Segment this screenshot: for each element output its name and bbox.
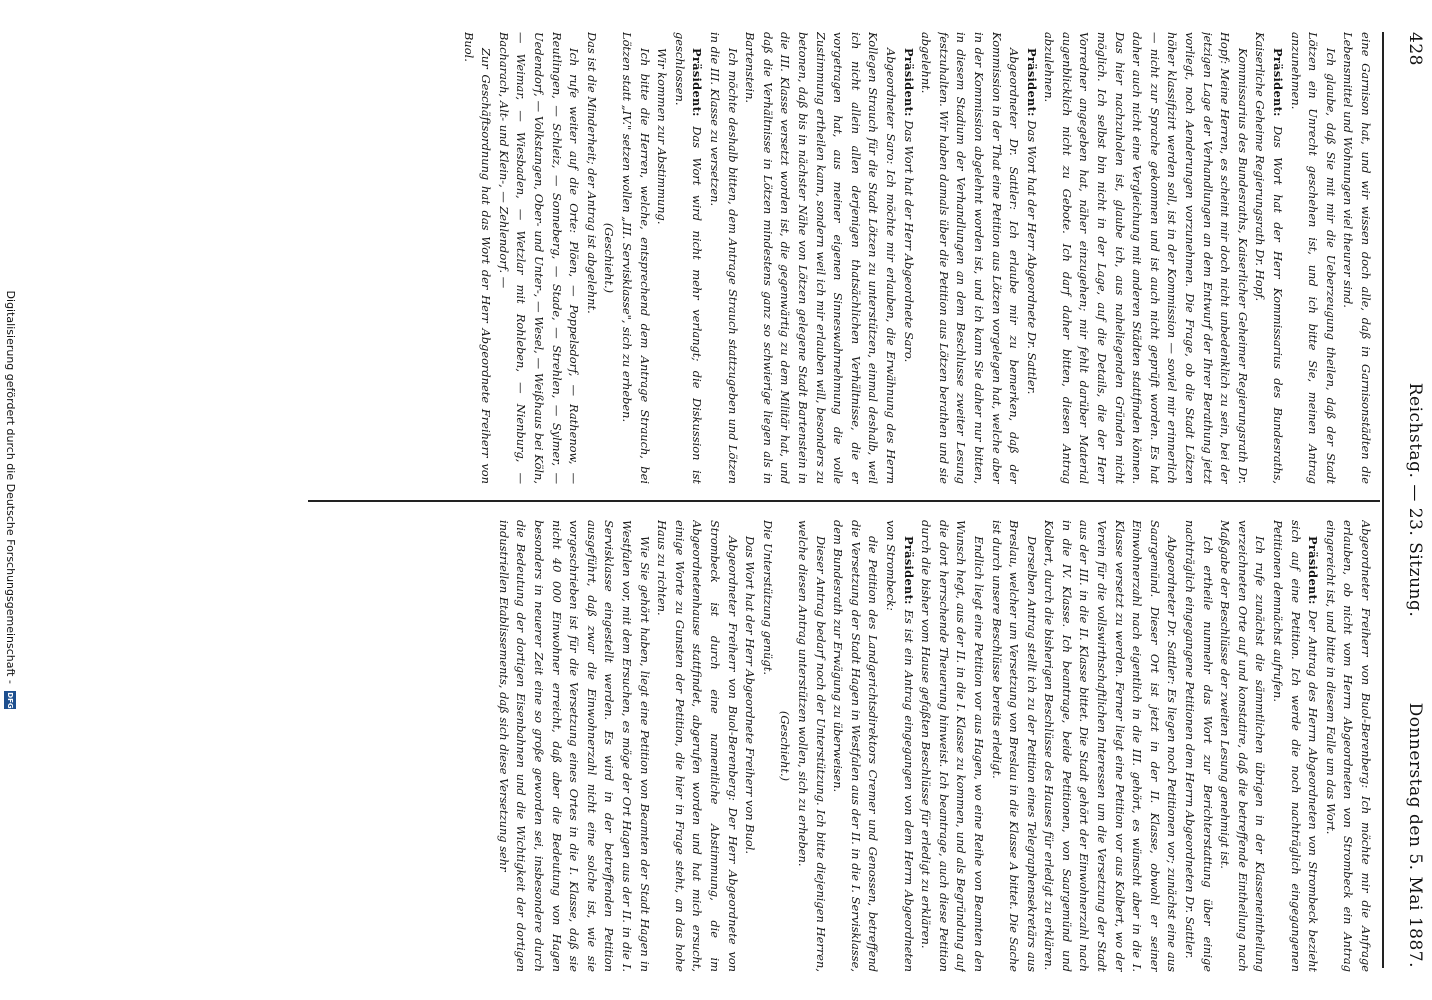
- paragraph: [1040, 32, 1251, 484]
- paragraph: [758, 520, 776, 972]
- paragraph: [793, 520, 828, 972]
- dfg-logo: DFG: [6, 692, 14, 709]
- paragraph-text: Das Wort hat der Herr Abgeordnete Saro.: [901, 120, 916, 363]
- paragraph: [1180, 520, 1215, 972]
- speaker-label: Präsident:: [901, 48, 916, 117]
- paragraph: [1286, 32, 1339, 484]
- footer-text: Digitalisierung gefördert durch die Deutsche Forschungsgemeinschaft -: [4, 290, 17, 684]
- paragraph-text: Ich ertheile nunmehr das Wort zur Berichterstattung über einige nachträglich eingegangene Petitionen dem Herrn Abgeordneten Dr. Sattler.: [1183, 520, 1215, 972]
- paragraph-text: Abgeordneter Dr. Sattler: Es liegen noch Petitionen vor; zunächst eine aus Saargemünd. Dieser Ort ist jetzt in der II. Klasse, obwohl er seiner Einwohnerzahl nach eigentlich in die III. gehört, es wünscht aber in die I. Klasse versetzt zu werden. Ferner liegt eine Petition vor aus Kolbert, wo der Verein für die vollswirthschaftlichen Interessen um die Versetzung der Stadt aus der III. in die II. Klasse bittet. Die Stadt gehört der Einwohnerzahl nach in die IV. Klasse. Ich beantrage, beide Petitionen, von Saargemünd und Kolbert, durch die bisherigen Beschlüsse des Hauses für erledigt zu erklären.: [1042, 520, 1180, 972]
- paragraph: [1339, 32, 1374, 484]
- paragraph-text: Abgeordneter Freiherr von Buol-Berenberg: Ich möchte mir die Anfrage erlauben, ob nicht vom Herrn Abgeordneten von Strombeck ein Antrag eingereicht ist, und bitte in diesem Falle um das Wort.: [1323, 520, 1373, 972]
- paragraph-text: Der Antrag des Herrn Abgeordneten von Strombeck bezieht sich auf eine Petition. Ich werde die noch nachträglich eingegangenen Petitionen demnächst aufrufen.: [1271, 520, 1321, 972]
- paragraph: [881, 520, 916, 972]
- header-rule: [1382, 32, 1384, 968]
- paragraph: [670, 32, 705, 484]
- paragraph: [653, 520, 741, 972]
- speaker-label: Präsident:: [1306, 536, 1321, 605]
- paragraph-text: Ich möchte deshalb bitten, dem Antrage Strauch stattzugeben und Lötzen in die III. Klasse zu versetzen.: [708, 32, 740, 484]
- paragraph: [494, 32, 582, 484]
- paragraph: [917, 520, 987, 972]
- session-date: Donnerstag den 5. Mai 1887.: [1405, 702, 1425, 968]
- page-number: 428: [1405, 32, 1425, 66]
- paragraph-text: Wie Sie gehört haben, liegt eine Petition von Beamten der Stadt Hagen in Westfalen vor, mit dem Ersuchen, es möge der Ort Hagen aus der II. in die I. Servisklasse eingestellt werden. Es wird in der betreffenden Petition ausgeführt, daß zwar die Einwohnerzahl nicht eine solche ist, wie sie vorgeschrieben ist für die Versetzung eines Ortes in die I. Klasse, daß sie nicht 40 000 Einwohner erreicht, daß aber die Bedeutung von Hagen besonders in neuerer Zeit eine so große geworden sei, insbesondere durch die Bedeutung der dortigen Eisenbahnen und die Wichtigkeit der dortigen industriellen Etablissements, daß sich diese Versetzung sehr: [496, 520, 652, 972]
- paragraph: [582, 32, 600, 484]
- speaker-label: Präsident:: [1024, 48, 1039, 117]
- paragraph: [1251, 32, 1286, 484]
- paragraph-text: eine Garnison hat, und wir wissen doch alle, daß in Garnisonstädten die Lebensmittel und Wohnungen viel theurer sind.: [1341, 32, 1373, 484]
- paragraph-text: Das ist die Minderheit; der Antrag ist abgelehnt.: [584, 32, 599, 314]
- left-column: [306, 32, 1374, 484]
- paragraph-text: Kommissarius des Bundesraths, Kaiserlicher Geheimer Regierungsrath Dr. Hopf: Meine Herren, es scheint mir doch nicht unbedenklich zu sein, bei der jetzigen Lage der Verhandlungen an dem Entwurf der Ihrer Berathung jetzt vorliegt, noch Aenderungen vorzunehmen. Die Frage, ob die Stadt Lötzen höher klassifizirt werden soll, ist in der Kommission — soviel mir erinnerlich — nicht zur Sprache gekommen und ist auch nicht geprüft worden. Es hat daher auch nicht eine Vergleichung mit anderen Städten stattfinden können. Das hier nachzuholen ist, glaube ich, aus naheliegenden Gründen nicht möglich. Ich selbst bin nicht in der Lage, auf die Details, die der Herr Vorredner angegeben hat, näher einzugehen; mir fehlt darüber Material augenblicklich nicht zu Gebote. Ich darf daher bitten, diesen Antrag abzulehnen.: [1042, 32, 1250, 484]
- paragraph-text: Derselben Antrag stellt ich zu der Petition eines Telegraphensekretärs aus Breslau, welcher um Versetzung von Breslau in die Klasse A bittet. Die Sache ist durch unsere Beschlüsse bereits erledigt.: [989, 520, 1039, 972]
- paragraph-text: die Petition des Landgerichtsdirektors Cremer und Genossen, betreffend die Versetzung der Stadt Hagen in Westfalen aus der II. in die I. Servisklasse, dem Bundesrath zur Erwägung zu überweisen.: [831, 520, 881, 972]
- paragraph: [741, 32, 899, 484]
- paragraph-text: Dieser Antrag bedarf noch der Unterstützung. Ich bitte diejenigen Herren, welche diesen Antrag unterstützen wollen, sich zu erheben.: [796, 520, 828, 972]
- paragraph: [1216, 520, 1269, 972]
- paragraph-text: Wir kommen zur Abstimmung.: [655, 48, 670, 225]
- paragraph: [1040, 520, 1181, 972]
- paragraph: [1321, 520, 1374, 972]
- paragraph-text: Zur Geschäftsordnung hat das Wort der Herr Abgeordnete Freiherr von Buol.: [461, 32, 494, 484]
- paragraph: [617, 32, 652, 484]
- paragraph-text: Das Wort hat der Herr Kommissarius des Bundesraths, Kaiserliche Geheime Regierungsrath Dr. Hopf.: [1253, 32, 1286, 484]
- footer-credit: [0, 0, 20, 1000]
- paragraph: [1268, 520, 1321, 972]
- paragraph: [741, 520, 759, 972]
- paragraph: [987, 520, 1040, 972]
- paragraph-text: Das Wort hat der Herr Abgeordnete Dr. Sattler.: [1024, 120, 1039, 395]
- paragraph-text: Abgeordneter Freiherr von Buol-Berenberg: Der Herr Abgeordnete von Strombeck ist durch eine namentliche Abstimmung, die im Abgeordnetenhause stattfindet, abgerufen worden und hat mich ersucht, einige Worte zu Gunsten der Petition, die hier in Frage steht, an das hohe Haus zu richten.: [655, 520, 740, 972]
- paragraph: [917, 32, 1023, 484]
- speaker-label: Präsident:: [901, 536, 916, 605]
- stage-direction: (Geschieht.): [778, 710, 793, 782]
- paragraph-text: Abgeordneter Saro: Ich möchte mir erlauben, die Erwähnung des Herrn Kollegen Strauch für die Stadt Lötzen zu unterstützen, einmal deshalb, weil ich nicht allein allen derjenigen thatsächlichen Verhältnisse, die er vorgetragen hat, aus meiner eigenen Sinneswahrnehmung die volle Zustimmung ertheilen kann, sondern weil ich mir erlauben will, besonders zu betonen, daß bis in nächster Nähe von Lötzen gelegene Stadt Bartenstein in die III. Klasse versetzt worden ist, die gegenwärtig zu dem Militär hat, und daß die Verhältnisse in Lötzen mindestens ganz so schwierige liegen als in Bartenstein.: [743, 32, 898, 484]
- paragraph-text: Abgeordneter Dr. Sattler: Ich erlaube mir zu bemerken, daß der Kommission in der That eine Petition aus Lötzen vorgelegen hat, welche aber in der Kommission abgelehnt worden ist, und ich kann Sie daher nur bitten, in diesem Stadium der Verhandlungen an dem Beschlusse zweiter Lesung festzuhalten. Wir haben damals über die Petition aus Lötzen berathen und sie abgelehnt.: [919, 32, 1022, 484]
- session-title: Reichstag. — 23. Sitzung.: [1405, 382, 1425, 618]
- paragraph-text: Die Unterstützung genügt.: [760, 520, 775, 675]
- speaker-label: Präsident:: [690, 48, 705, 117]
- paragraph-text: Das Wort hat der Herr Abgeordnete Freiherr von Buol.: [743, 536, 758, 854]
- paragraph: [776, 520, 794, 972]
- paragraph-text: Das Wort wird nicht mehr verlangt; die Diskussion ist geschlossen.: [672, 32, 705, 484]
- speaker-label: Präsident:: [1271, 48, 1286, 117]
- paragraph-text: Ich rufe zunächst die sämmtlichen übrigen in der Klasseneintheilung verzeichneten Orte auf und konstatire, daß die betreffende Eintheilung nach Maßgabe der Beschlüsse der zweiten Lesung genehmigt ist.: [1218, 520, 1268, 972]
- running-header: [1398, 32, 1432, 968]
- paragraph: [1022, 32, 1040, 484]
- column-divider: [308, 500, 1380, 502]
- paragraph: [600, 32, 618, 484]
- paragraph-text: Ich rufe weiter auf die Orte: Plöen, — Poppelsdorf, — Rathenow, — Reutlingen, — Schleiz, — Sonneberg, — Stade, — Strehlen, — Sylmer, — Uedendorf, — Volkstangen, Ober- und Unter-, — Wesel, — Weißhaus bei Köln, — Weimar, — Wiesbaden, — Wetzlar mit Rohleben, — Nienburg, — Bacharach, Alt- und Klein-, — Zehlendorf. —: [496, 32, 582, 484]
- paragraph: [705, 32, 740, 484]
- paragraph: [653, 32, 671, 484]
- paragraph-text: Ich glaube, daß Sie mit mir die Ueberzeugung theilen, daß der Stadt Lötzen ein Unrecht geschehen ist, und ich bitte Sie, meinen Antrag anzunehmen.: [1288, 32, 1338, 484]
- paragraph: [494, 520, 652, 972]
- right-column: [306, 520, 1374, 972]
- paragraph: [899, 32, 917, 484]
- paragraph-text: Ich bitte die Herren, welche, entsprechend dem Antrage Strauch, bei Lötzen statt „IV." setzen wollen „III. Servisklasse", sich zu erheben.: [620, 32, 652, 484]
- paragraph: [829, 520, 882, 972]
- paragraph-text: Endlich liegt eine Petition vor aus Hagen, wo eine Reihe von Beamten den Wunsch hegt, aus der II. in die I. Klasse zu kommen, und als Begründung auf die dort herrschende Theuerung hinweist. Ich beantrage, auch diese Petition durch die bisher vom Hause gefaßten Beschlüsse für erledigt zu erklären.: [919, 520, 986, 972]
- paragraph-text: Es ist ein Antrag eingegangen von dem Herrn Abgeordneten von Strombeck:: [883, 520, 916, 972]
- paragraph: [459, 32, 494, 484]
- stage-direction: (Geschieht.): [602, 222, 617, 294]
